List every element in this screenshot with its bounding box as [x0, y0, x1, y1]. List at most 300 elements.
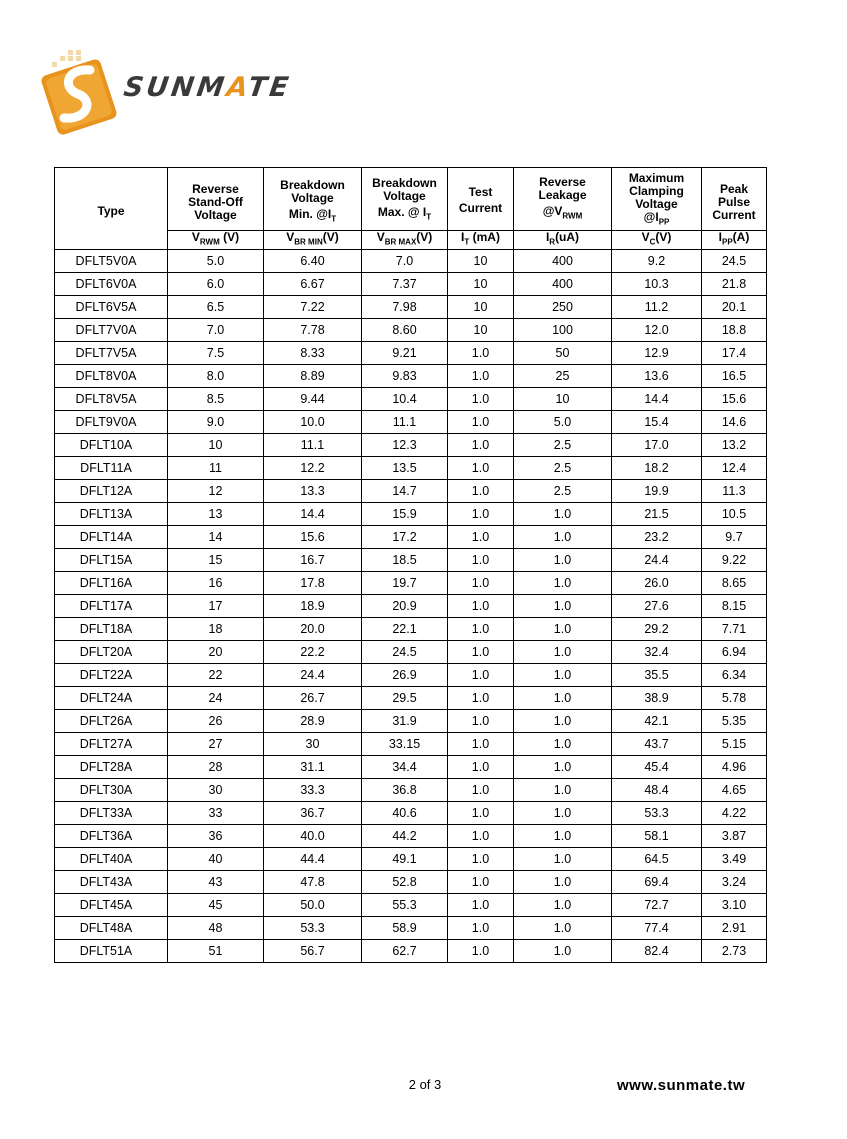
cell-it: 1.0: [448, 848, 514, 871]
cell-vrwm: 13: [168, 503, 264, 526]
cell-vbr-max: 49.1: [362, 848, 448, 871]
cell-ir: 1.0: [514, 871, 612, 894]
cell-vrwm: 14: [168, 526, 264, 549]
cell-vbr-min: 7.78: [264, 319, 362, 342]
table-row: [55, 319, 767, 342]
cell-type: DFLT30A: [55, 779, 168, 802]
cell-vbr-min: 15.6: [264, 526, 362, 549]
cell-vc: 43.7: [612, 733, 702, 756]
cell-type: DFLT9V0A: [55, 411, 168, 434]
table-row: [55, 894, 767, 917]
cell-vbr-max: 22.1: [362, 618, 448, 641]
cell-type: DFLT16A: [55, 572, 168, 595]
cell-vbr-min: 22.2: [264, 641, 362, 664]
cell-vbr-max: 33.15: [362, 733, 448, 756]
cell-type: DFLT40A: [55, 848, 168, 871]
cell-ir: 1.0: [514, 710, 612, 733]
cell-it: 1.0: [448, 802, 514, 825]
header-vbr-min: Breakdown Voltage Min. $@I_T$: [264, 168, 362, 231]
cell-type: DFLT5V0A: [55, 250, 168, 273]
cell-vrwm: 27: [168, 733, 264, 756]
cell-ipp: 9.7: [702, 526, 767, 549]
cell-vc: 9.2: [612, 250, 702, 273]
cell-it: 10: [448, 319, 514, 342]
cell-ir: 1.0: [514, 618, 612, 641]
cell-ipp: 4.96: [702, 756, 767, 779]
cell-ipp: 12.4: [702, 457, 767, 480]
cell-vc: 13.6: [612, 365, 702, 388]
cell-type: DFLT15A: [55, 549, 168, 572]
cell-vbr-min: 9.44: [264, 388, 362, 411]
cell-vbr-max: 7.37: [362, 273, 448, 296]
cell-vrwm: 28: [168, 756, 264, 779]
cell-type: DFLT6V0A: [55, 273, 168, 296]
cell-vc: 23.2: [612, 526, 702, 549]
cell-vbr-min: 14.4: [264, 503, 362, 526]
table-row: [55, 572, 767, 595]
cell-type: DFLT26A: [55, 710, 168, 733]
cell-vc: 26.0: [612, 572, 702, 595]
cell-ipp: 6.94: [702, 641, 767, 664]
units-type: [55, 231, 168, 250]
cell-vrwm: 36: [168, 825, 264, 848]
cell-type: DFLT11A: [55, 457, 168, 480]
cell-vbr-max: 36.8: [362, 779, 448, 802]
cell-it: 1.0: [448, 894, 514, 917]
cell-vrwm: 15: [168, 549, 264, 572]
cell-ir: 50: [514, 342, 612, 365]
cell-vbr-min: 20.0: [264, 618, 362, 641]
cell-vbr-max: 31.9: [362, 710, 448, 733]
cell-it: 1.0: [448, 687, 514, 710]
cell-vbr-max: 11.1: [362, 411, 448, 434]
cell-vc: 19.9: [612, 480, 702, 503]
cell-type: DFLT27A: [55, 733, 168, 756]
specifications-table: [54, 167, 767, 963]
cell-type: DFLT12A: [55, 480, 168, 503]
cell-ipp: 15.6: [702, 388, 767, 411]
cell-type: DFLT51A: [55, 940, 168, 963]
cell-it: 1.0: [448, 365, 514, 388]
table-row: [55, 342, 767, 365]
cell-vbr-min: 56.7: [264, 940, 362, 963]
cell-vbr-min: 44.4: [264, 848, 362, 871]
cell-type: DFLT6V5A: [55, 296, 168, 319]
cell-ir: 1.0: [514, 894, 612, 917]
header-ir: Reverse Leakage $@V_{RWM}$: [514, 168, 612, 231]
cell-vrwm: 24: [168, 687, 264, 710]
cell-ir: 10: [514, 388, 612, 411]
cell-vrwm: 12: [168, 480, 264, 503]
cell-type: DFLT13A: [55, 503, 168, 526]
header-vrwm: Reverse Stand-Off Voltage: [168, 168, 264, 231]
table-row: [55, 802, 767, 825]
cell-it: 1.0: [448, 526, 514, 549]
cell-vbr-max: 52.8: [362, 871, 448, 894]
cell-vc: 38.9: [612, 687, 702, 710]
cell-vc: 10.3: [612, 273, 702, 296]
cell-vrwm: 18: [168, 618, 264, 641]
cell-vc: 35.5: [612, 664, 702, 687]
header-ipp: Peak Pulse Current: [702, 168, 767, 231]
cell-ipp: 2.91: [702, 917, 767, 940]
cell-vrwm: 11: [168, 457, 264, 480]
cell-ipp: 7.71: [702, 618, 767, 641]
logo-wordmark-main: SUNM: [121, 72, 230, 103]
cell-it: 1.0: [448, 664, 514, 687]
table-row: [55, 848, 767, 871]
cell-ir: 25: [514, 365, 612, 388]
cell-it: 1.0: [448, 457, 514, 480]
table-row: [55, 940, 767, 963]
cell-it: 1.0: [448, 549, 514, 572]
cell-ipp: 17.4: [702, 342, 767, 365]
cell-type: DFLT20A: [55, 641, 168, 664]
cell-vbr-min: 36.7: [264, 802, 362, 825]
cell-vrwm: 48: [168, 917, 264, 940]
cell-vrwm: 10: [168, 434, 264, 457]
cell-vrwm: 45: [168, 894, 264, 917]
cell-it: 1.0: [448, 871, 514, 894]
units-vc: $V_C(V)$: [612, 231, 702, 250]
cell-vbr-max: 34.4: [362, 756, 448, 779]
cell-vbr-min: 16.7: [264, 549, 362, 572]
cell-vc: 12.0: [612, 319, 702, 342]
cell-ipp: 2.73: [702, 940, 767, 963]
table-row: [55, 388, 767, 411]
cell-ir: 1.0: [514, 825, 612, 848]
cell-vbr-max: 8.60: [362, 319, 448, 342]
cell-vbr-min: 24.4: [264, 664, 362, 687]
cell-vbr-max: 40.6: [362, 802, 448, 825]
units-it: $I_T$ (mA): [448, 231, 514, 250]
cell-it: 1.0: [448, 710, 514, 733]
cell-vbr-min: 6.67: [264, 273, 362, 296]
cell-vbr-min: 12.2: [264, 457, 362, 480]
cell-vrwm: 20: [168, 641, 264, 664]
cell-vbr-min: 47.8: [264, 871, 362, 894]
cell-vc: 12.9: [612, 342, 702, 365]
cell-it: 1.0: [448, 388, 514, 411]
cell-vc: 82.4: [612, 940, 702, 963]
cell-vbr-max: 24.5: [362, 641, 448, 664]
header-row: [55, 168, 767, 231]
cell-type: DFLT8V5A: [55, 388, 168, 411]
cell-ir: 1.0: [514, 917, 612, 940]
cell-it: 1.0: [448, 917, 514, 940]
cell-vrwm: 26: [168, 710, 264, 733]
logo-wordmark-accent: A: [224, 72, 251, 103]
units-ir: $I_R(uA)$: [514, 231, 612, 250]
units-vbr-min: $V_{BR MIN}(V)$: [264, 231, 362, 250]
cell-ipp: 3.87: [702, 825, 767, 848]
cell-it: 10: [448, 250, 514, 273]
table-row: [55, 641, 767, 664]
cell-ipp: 5.15: [702, 733, 767, 756]
cell-vc: 17.0: [612, 434, 702, 457]
website-url: www.sunmate.tw: [617, 1077, 746, 1094]
cell-vbr-min: 31.1: [264, 756, 362, 779]
cell-vc: 24.4: [612, 549, 702, 572]
cell-vc: 64.5: [612, 848, 702, 871]
cell-it: 1.0: [448, 641, 514, 664]
cell-vbr-min: 28.9: [264, 710, 362, 733]
cell-ipp: 18.8: [702, 319, 767, 342]
cell-vbr-max: 10.4: [362, 388, 448, 411]
table-row: [55, 434, 767, 457]
cell-vc: 32.4: [612, 641, 702, 664]
cell-ir: 1.0: [514, 802, 612, 825]
cell-vbr-min: 7.22: [264, 296, 362, 319]
cell-vrwm: 43: [168, 871, 264, 894]
cell-ir: 1.0: [514, 940, 612, 963]
cell-vrwm: 7.0: [168, 319, 264, 342]
cell-ir: 2.5: [514, 480, 612, 503]
cell-it: 1.0: [448, 779, 514, 802]
table-row: [55, 756, 767, 779]
cell-vbr-min: 33.3: [264, 779, 362, 802]
cell-vrwm: 7.5: [168, 342, 264, 365]
units-row: [55, 231, 767, 250]
cell-vbr-min: 53.3: [264, 917, 362, 940]
cell-ir: 1.0: [514, 549, 612, 572]
cell-vrwm: 8.5: [168, 388, 264, 411]
table-row: [55, 365, 767, 388]
cell-type: DFLT48A: [55, 917, 168, 940]
cell-vbr-min: 11.1: [264, 434, 362, 457]
cell-type: DFLT22A: [55, 664, 168, 687]
cell-vc: 53.3: [612, 802, 702, 825]
cell-vbr-min: 50.0: [264, 894, 362, 917]
cell-vbr-max: 9.21: [362, 342, 448, 365]
cell-vc: 15.4: [612, 411, 702, 434]
table-row: [55, 296, 767, 319]
cell-vrwm: 5.0: [168, 250, 264, 273]
cell-vbr-min: 6.40: [264, 250, 362, 273]
cell-vc: 11.2: [612, 296, 702, 319]
cell-vbr-max: 15.9: [362, 503, 448, 526]
cell-type: DFLT14A: [55, 526, 168, 549]
cell-ipp: 4.65: [702, 779, 767, 802]
cell-vc: 14.4: [612, 388, 702, 411]
cell-vbr-max: 26.9: [362, 664, 448, 687]
cell-ir: 1.0: [514, 756, 612, 779]
cell-vrwm: 33: [168, 802, 264, 825]
cell-it: 10: [448, 296, 514, 319]
table-row: [55, 825, 767, 848]
cell-it: 1.0: [448, 756, 514, 779]
cell-type: DFLT7V0A: [55, 319, 168, 342]
company-logo: [36, 48, 306, 138]
cell-ir: 1.0: [514, 526, 612, 549]
header-type: Type: [55, 168, 168, 231]
table-row: [55, 250, 767, 273]
table-row: [55, 549, 767, 572]
cell-type: DFLT7V5A: [55, 342, 168, 365]
cell-ipp: 3.24: [702, 871, 767, 894]
cell-vc: 45.4: [612, 756, 702, 779]
cell-vbr-min: 30: [264, 733, 362, 756]
header-it: Test Current: [448, 168, 514, 231]
cell-it: 1.0: [448, 825, 514, 848]
cell-ir: 1.0: [514, 595, 612, 618]
cell-ipp: 9.22: [702, 549, 767, 572]
cell-ir: 250: [514, 296, 612, 319]
table-row: [55, 618, 767, 641]
cell-vc: 58.1: [612, 825, 702, 848]
cell-vbr-min: 26.7: [264, 687, 362, 710]
cell-vbr-max: 17.2: [362, 526, 448, 549]
cell-ir: 1.0: [514, 733, 612, 756]
cell-ir: 1.0: [514, 641, 612, 664]
cell-ipp: 10.5: [702, 503, 767, 526]
cell-vbr-max: 58.9: [362, 917, 448, 940]
header-vbr-max: Breakdown Voltage Max. @ $I_T$: [362, 168, 448, 231]
table-row: [55, 457, 767, 480]
cell-it: 1.0: [448, 618, 514, 641]
cell-it: 10: [448, 273, 514, 296]
cell-vc: 21.5: [612, 503, 702, 526]
cell-vbr-max: 44.2: [362, 825, 448, 848]
cell-it: 1.0: [448, 733, 514, 756]
cell-type: DFLT8V0A: [55, 365, 168, 388]
cell-vbr-max: 55.3: [362, 894, 448, 917]
cell-vrwm: 6.0: [168, 273, 264, 296]
cell-ir: 400: [514, 273, 612, 296]
cell-ipp: 8.65: [702, 572, 767, 595]
cell-type: DFLT33A: [55, 802, 168, 825]
cell-vbr-max: 62.7: [362, 940, 448, 963]
table-row: [55, 779, 767, 802]
cell-ir: 2.5: [514, 457, 612, 480]
cell-ipp: 5.35: [702, 710, 767, 733]
cell-it: 1.0: [448, 595, 514, 618]
cell-ipp: 6.34: [702, 664, 767, 687]
cell-it: 1.0: [448, 480, 514, 503]
cell-it: 1.0: [448, 572, 514, 595]
logo-wordmark: [122, 72, 293, 103]
cell-vbr-max: 13.5: [362, 457, 448, 480]
table-row: [55, 871, 767, 894]
table-row: [55, 411, 767, 434]
cell-ipp: 14.6: [702, 411, 767, 434]
cell-vbr-max: 14.7: [362, 480, 448, 503]
cell-vbr-min: 13.3: [264, 480, 362, 503]
table-row: [55, 595, 767, 618]
cell-vc: 29.2: [612, 618, 702, 641]
cell-ipp: 21.8: [702, 273, 767, 296]
cell-type: DFLT18A: [55, 618, 168, 641]
cell-vrwm: 40: [168, 848, 264, 871]
cell-ipp: 3.10: [702, 894, 767, 917]
cell-it: 1.0: [448, 503, 514, 526]
cell-it: 1.0: [448, 411, 514, 434]
cell-vbr-min: 8.89: [264, 365, 362, 388]
cell-it: 1.0: [448, 434, 514, 457]
units-ipp: $I_{PP}(A)$: [702, 231, 767, 250]
cell-type: DFLT45A: [55, 894, 168, 917]
cell-vrwm: 51: [168, 940, 264, 963]
table-row: [55, 710, 767, 733]
cell-vrwm: 22: [168, 664, 264, 687]
cell-vc: 18.2: [612, 457, 702, 480]
cell-vbr-min: 8.33: [264, 342, 362, 365]
cell-vc: 42.1: [612, 710, 702, 733]
table-row: [55, 917, 767, 940]
cell-type: DFLT28A: [55, 756, 168, 779]
cell-ir: 1.0: [514, 572, 612, 595]
cell-ir: 1.0: [514, 687, 612, 710]
cell-vrwm: 8.0: [168, 365, 264, 388]
cell-ipp: 8.15: [702, 595, 767, 618]
cell-it: 1.0: [448, 342, 514, 365]
cell-ir: 5.0: [514, 411, 612, 434]
cell-it: 1.0: [448, 940, 514, 963]
cell-vbr-min: 10.0: [264, 411, 362, 434]
cell-type: DFLT36A: [55, 825, 168, 848]
cell-vc: 72.7: [612, 894, 702, 917]
logo-mark-icon: [36, 48, 131, 138]
cell-vc: 77.4: [612, 917, 702, 940]
page-number: 2 of 3: [408, 1077, 442, 1092]
cell-ir: 2.5: [514, 434, 612, 457]
cell-vrwm: 30: [168, 779, 264, 802]
table-row: [55, 526, 767, 549]
cell-ir: 100: [514, 319, 612, 342]
cell-vbr-min: 40.0: [264, 825, 362, 848]
table-row: [55, 664, 767, 687]
cell-ir: 1.0: [514, 664, 612, 687]
table-body: [55, 250, 767, 963]
cell-ipp: 11.3: [702, 480, 767, 503]
cell-vbr-max: 7.98: [362, 296, 448, 319]
table-row: [55, 273, 767, 296]
cell-vbr-min: 17.8: [264, 572, 362, 595]
cell-type: DFLT10A: [55, 434, 168, 457]
cell-vc: 48.4: [612, 779, 702, 802]
cell-vc: 69.4: [612, 871, 702, 894]
cell-ir: 400: [514, 250, 612, 273]
cell-vbr-max: 19.7: [362, 572, 448, 595]
cell-ipp: 5.78: [702, 687, 767, 710]
cell-vbr-max: 12.3: [362, 434, 448, 457]
cell-ir: 1.0: [514, 503, 612, 526]
cell-ir: 1.0: [514, 779, 612, 802]
cell-ipp: 16.5: [702, 365, 767, 388]
cell-ipp: 24.5: [702, 250, 767, 273]
cell-vrwm: 17: [168, 595, 264, 618]
cell-vrwm: 6.5: [168, 296, 264, 319]
cell-ipp: 20.1: [702, 296, 767, 319]
logo-wordmark-end: TE: [245, 72, 294, 103]
table-row: [55, 503, 767, 526]
cell-vrwm: 9.0: [168, 411, 264, 434]
units-vrwm: $V_{RWM}$ (V): [168, 231, 264, 250]
cell-vbr-max: 29.5: [362, 687, 448, 710]
header-vc: Maximum Clamping Voltage $@I_{PP}$: [612, 168, 702, 231]
cell-vbr-max: 7.0: [362, 250, 448, 273]
units-vbr-max: $V_{BR MAX}(V)$: [362, 231, 448, 250]
cell-ipp: 13.2: [702, 434, 767, 457]
cell-type: DFLT43A: [55, 871, 168, 894]
table-row: [55, 687, 767, 710]
cell-type: DFLT24A: [55, 687, 168, 710]
cell-ipp: 4.22: [702, 802, 767, 825]
cell-vbr-max: 9.83: [362, 365, 448, 388]
cell-vrwm: 16: [168, 572, 264, 595]
cell-vbr-max: 20.9: [362, 595, 448, 618]
cell-vbr-max: 18.5: [362, 549, 448, 572]
